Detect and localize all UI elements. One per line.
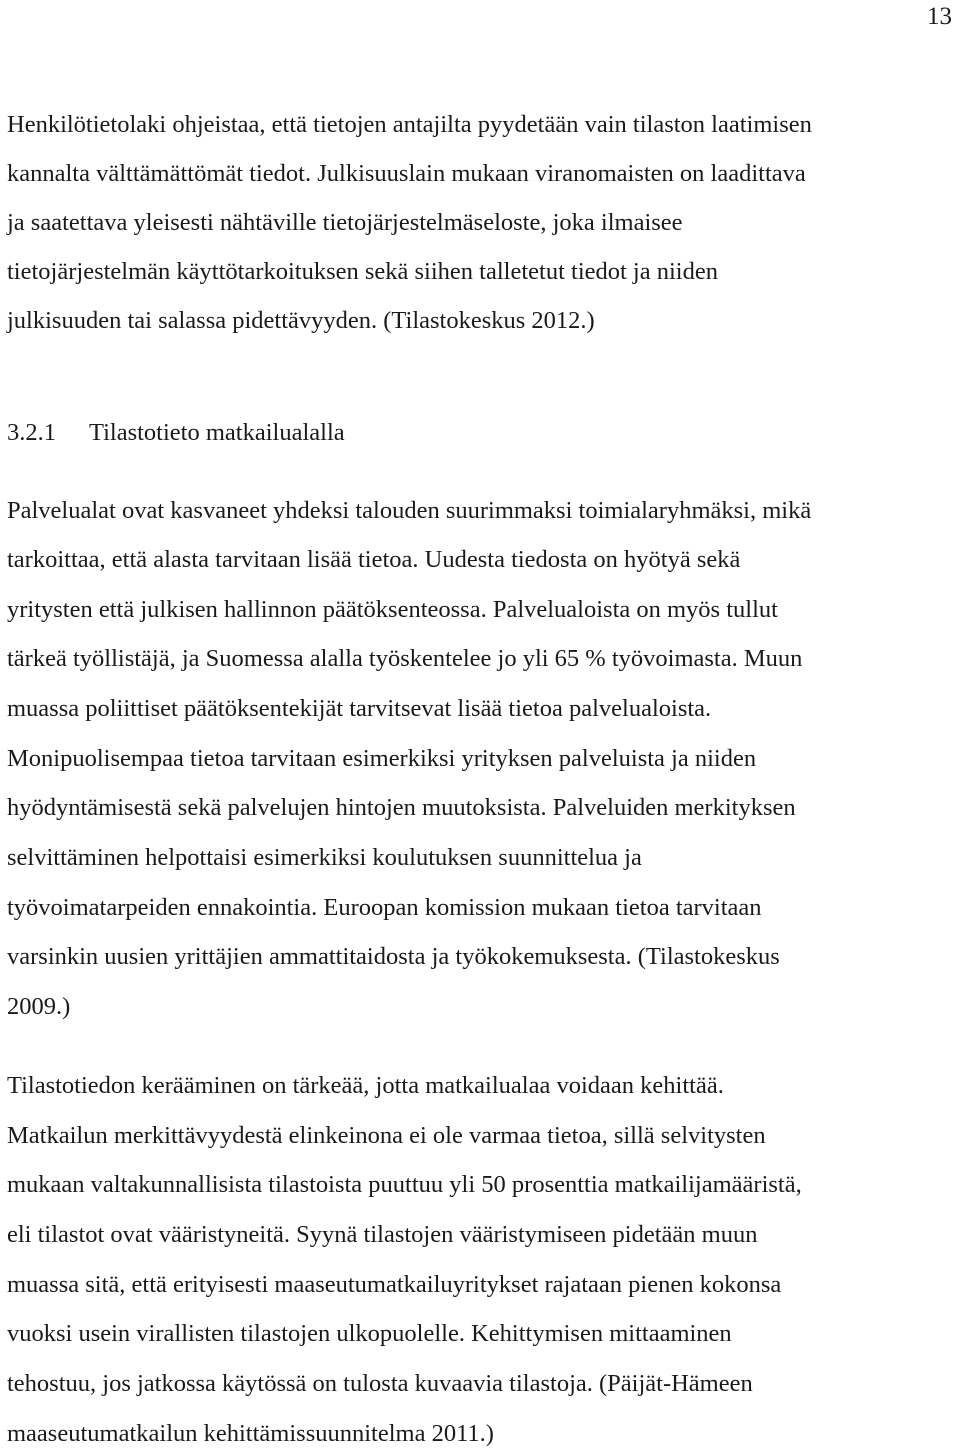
- paragraph-line: 2009.): [7, 993, 71, 1020]
- paragraph-line: muassa poliittiset päätöksentekijät tarvitsevat lisää tietoa palvelualoista.: [7, 695, 712, 722]
- paragraph-line: Matkailun merkittävyydestä elinkeinona ei ole varmaa tietoa, sillä selvitysten: [7, 1122, 766, 1149]
- section-heading: [7, 418, 345, 448]
- page-number: 13: [927, 3, 952, 30]
- paragraph-line: hyödyntämisestä sekä palvelujen hintojen muutoksista. Palveluiden merkityksen: [7, 794, 796, 821]
- paragraph-line: tietojärjestelmän käyttötarkoituksen sekä siihen talletetut tiedot ja niiden: [7, 258, 718, 285]
- paragraph-line: ja saatettava yleisesti nähtäville tietojärjestelmäseloste, joka ilmaisee: [7, 209, 683, 236]
- paragraph-line: tarkoittaa, että alasta tarvitaan lisää tietoa. Uudesta tiedosta on hyötyä sekä: [7, 546, 741, 573]
- paragraph-line: Palvelualat ovat kasvaneet yhdeksi talouden suurimmaksi toimialaryhmäksi, mikä: [7, 497, 812, 524]
- paragraph-line: eli tilastot ovat vääristyneitä. Syynä tilastojen vääristymiseen pidetään muun: [7, 1221, 758, 1248]
- paragraph-line: Henkilötietolaki ohjeistaa, että tietojen antajilta pyydetään vain tilaston laatimisen: [7, 111, 812, 138]
- paragraph-line: varsinkin uusien yrittäjien ammattitaidosta ja työkokemuksesta. (Tilastokeskus: [7, 943, 780, 970]
- paragraph-line: vuoksi usein virallisten tilastojen ulkopuolelle. Kehittymisen mittaaminen: [7, 1320, 732, 1347]
- paragraph-line: kannalta välttämättömät tiedot. Julkisuuslain mukaan viranomaisten on laadittava: [7, 160, 806, 187]
- paragraph-line: selvittäminen helpottaisi esimerkiksi koulutuksen suunnittelua ja: [7, 844, 642, 871]
- section-number: 3.2.1: [7, 419, 56, 446]
- paragraph-line: muassa sitä, että erityisesti maaseutumatkailuyritykset rajataan pienen kokonsa: [7, 1271, 782, 1298]
- paragraph-line: yritysten että julkisen hallinnon päätöksenteossa. Palvelualoista on myös tullut: [7, 596, 778, 623]
- paragraph-line: maaseutumatkailun kehittämissuunnitelma 2011.): [7, 1420, 494, 1447]
- paragraph-line: tärkeä työllistäjä, ja Suomessa alalla työskentelee jo yli 65 % työvoimasta. Muun: [7, 645, 803, 672]
- paragraph-line: työvoimatarpeiden ennakointia. Euroopan komission mukaan tietoa tarvitaan: [7, 894, 762, 921]
- paragraph-line: julkisuuden tai salassa pidettävyyden. (Tilastokeskus 2012.): [7, 307, 595, 334]
- section-title: Tilastotieto matkailualalla: [89, 419, 345, 446]
- paragraph-line: Tilastotiedon kerääminen on tärkeää, jotta matkailualaa voidaan kehittää.: [7, 1072, 724, 1099]
- paragraph-line: Monipuolisempaa tietoa tarvitaan esimerkiksi yrityksen palveluista ja niiden: [7, 745, 757, 772]
- paragraph-line: tehostuu, jos jatkossa käytössä on tulosta kuvaavia tilastoja. (Päijät-Hämeen: [7, 1370, 753, 1397]
- paragraph-line: mukaan valtakunnallisista tilastoista puuttuu yli 50 prosenttia matkailijamääristä,: [7, 1171, 802, 1198]
